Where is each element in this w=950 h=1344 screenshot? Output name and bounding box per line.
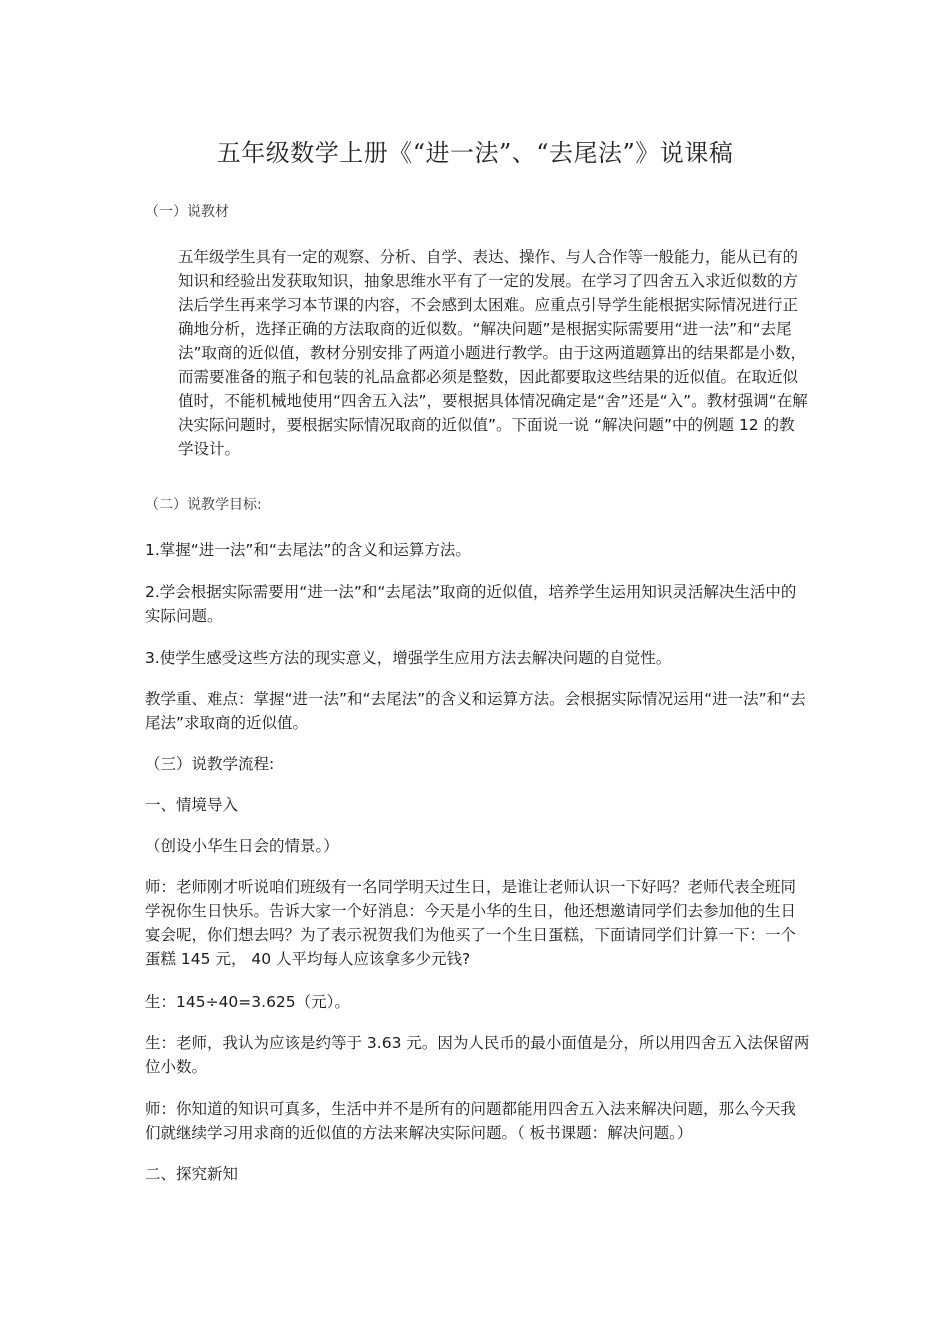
part-heading-explore: 二、探究新知 xyxy=(145,1165,239,1183)
goal-item-3: 3.使学生感受这些方法的现实意义，增强学生应用方法去解决问题的自觉性。 xyxy=(145,649,672,667)
student-dialogue-1: 生：145÷40=3.625（元）。 xyxy=(145,993,350,1011)
section-heading-goals: （二）说教学目标: xyxy=(145,497,262,513)
part-heading-intro: 一、情境导入 xyxy=(145,796,239,814)
teacher-dialogue-2: 师：你知道的知识可真多，生活中并不是所有的问题都能用四舍五入法来解决问题，那么今天我们就继续学习用求商的近似值的方法来解决实际问题。（ 板书课题：解决问题。） xyxy=(145,1100,797,1142)
section-heading-process: （三）说教学流程: xyxy=(145,755,275,773)
teacher-dialogue-1: 师：老师刚才听说咱们班级有一名同学明天过生日，是谁让老师认识一下好吗？老师代表全班同学祝你生日快乐。告诉大家一个好消息：今天是小华的生日，他还想邀请同学们去参加他的生日宴会呢，你们想去吗？为了表示祝贺我们为他买了一个生日蛋糕，下面请同学们计算一下：一个蛋糕 145 元， 40 人平均每人应该拿多少元钱? xyxy=(145,878,797,968)
textbook-paragraph: 五年级学生具有一定的观察、分析、自学、表达、操作、与人合作等一般能力，能从已有的知识和经验出发获取知识，抽象思维水平有了一定的发展。在学习了四舍五入求近似数的方法后学生再来学习本节课的内容，不会感到太困难。应重点引导学生能根据实际情况进行正确地分析，选择正确的方法取商的近似数。“解决问题”是根据实际需要用“进一法”和“去尾法”取商的近似值，教材分别安排了两道小题进行教学。由于这两道题算出的结果都是小数，而需要准备的瓶子和包装的礼品盒都必须是整数，因此都要取这些结果的近似值。在取近似值时，不能机械地使用“四舍五入法”，要根据具体情况确定是“舍”还是“入”。教材强调“在解决实际问题时，要根据实际情况取商的近似值”。下面说一说 “解决问题”中的例题 12 的教学设计。 xyxy=(178,248,808,458)
intro-note: （创设小华生日会的情景。） xyxy=(145,837,339,855)
document-title: 五年级数学上册《“进一法”、“去尾法”》说课稿 xyxy=(216,139,734,167)
goal-item-1: 1.掌握“进一法”和“去尾法”的含义和运算方法。 xyxy=(145,541,471,559)
student-dialogue-2: 生：老师，我认为应该是约等于 3.63 元。因为人民币的最小面值是分，所以用四舍五入法保留两位小数。 xyxy=(145,1034,810,1076)
goal-item-2: 2.学会根据实际需要用“进一法”和“去尾法”取商的近似值，培养学生运用知识灵活解决生活中的实际问题。 xyxy=(145,583,797,625)
section-heading-textbook: （一）说教材 xyxy=(145,204,229,220)
key-points: 教学重、难点：掌握“进一法”和“去尾法”的含义和运算方法。会根据实际情况运用“进一法”和“去尾法”求取商的近似值。 xyxy=(145,690,806,732)
